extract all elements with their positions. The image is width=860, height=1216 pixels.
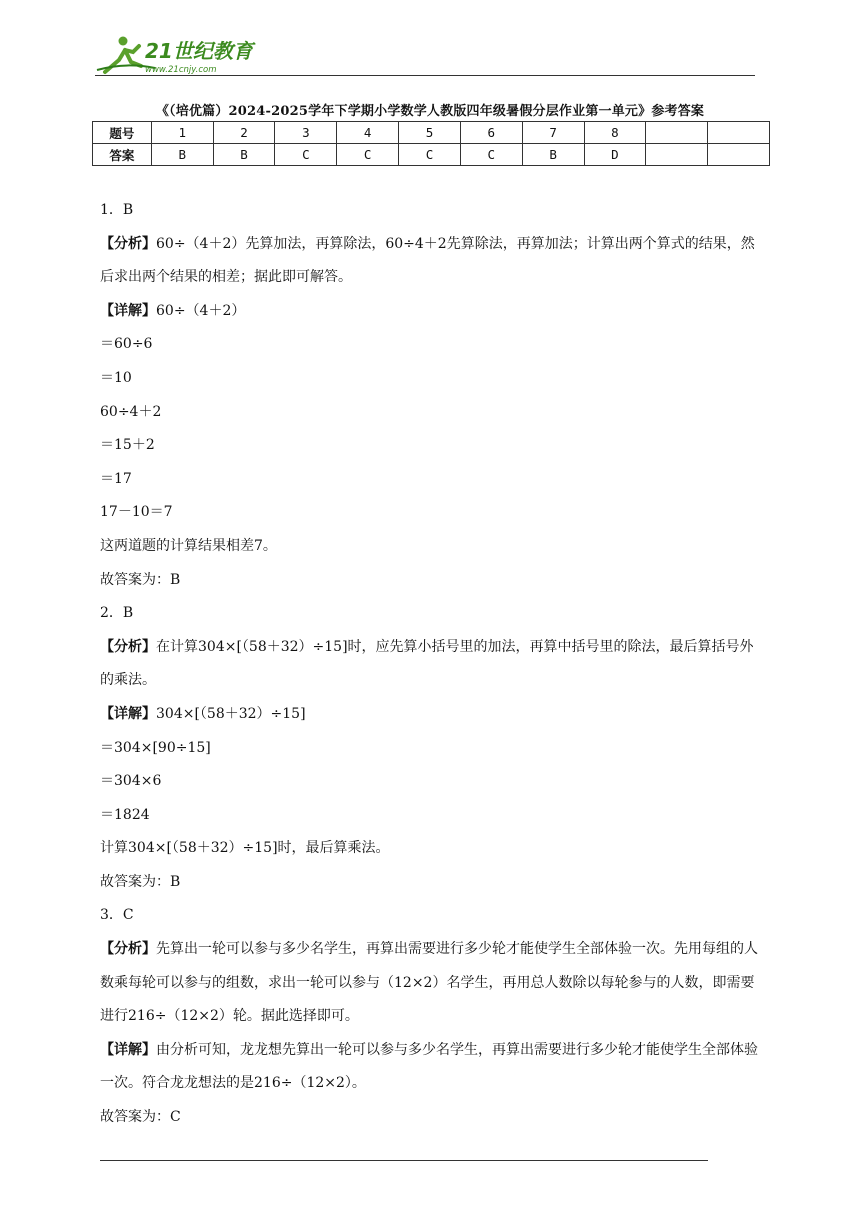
table-cell: D bbox=[584, 144, 646, 166]
analysis-text: 在计算304×[（58＋32）÷15]时，应先算小括号里的加法，再算中括号里的除法，最后算括号外的乘法。 bbox=[100, 638, 754, 689]
detail-line: ＝15＋2 bbox=[100, 437, 155, 454]
detail-text: 由分析可知，龙龙想先算出一轮可以参与多少名学生，再算出需要进行多少轮才能使学生全部体验一次。符合龙龙想法的是216÷（12×2）。 bbox=[100, 1041, 758, 1092]
header-divider bbox=[95, 75, 755, 76]
answer-table-row-numbers bbox=[93, 122, 770, 144]
table-cell: 3 bbox=[275, 122, 337, 144]
table-cell: 4 bbox=[337, 122, 399, 144]
detail-line: 304×[（58＋32）÷15] bbox=[156, 705, 306, 722]
logo-21cnjy bbox=[95, 32, 265, 76]
table-cell: 6 bbox=[460, 122, 522, 144]
detail-line: ＝17 bbox=[100, 470, 132, 487]
detail-line: ＝304×6 bbox=[100, 773, 162, 790]
analysis-tag: 【分析】 bbox=[100, 235, 156, 252]
document-title: 《（培优篇）2024-2025学年下学期小学数学人教版四年级暑假分层作业第一单元》参考答案 bbox=[155, 104, 705, 119]
table-cell: 1 bbox=[151, 122, 213, 144]
analysis-tag: 【分析】 bbox=[100, 638, 156, 655]
analysis-text: 先算出一轮可以参与多少名学生，再算出需要进行多少轮才能使学生全部体验一次。先用每组的人数乘每轮可以参与的组数，求出一轮可以参与（12×2）名学生，再用总人数除以每轮参与的人数，即需要进行216÷（12×2）轮。据此选择即可。 bbox=[100, 941, 758, 1025]
detail-line: ＝10 bbox=[100, 369, 132, 386]
table-cell: B bbox=[522, 144, 584, 166]
analysis-text: 60÷（4＋2）先算加法，再算除法，60÷4＋2先算除法，再算加法；计算出两个算式的结果，然后求出两个结果的相差；据此即可解答。 bbox=[100, 235, 755, 286]
solution-3-detail bbox=[100, 1034, 765, 1101]
solution-1-analysis bbox=[100, 228, 765, 295]
detail-tag: 【详解】 bbox=[100, 1041, 156, 1058]
detail-tag: 【详解】 bbox=[100, 302, 156, 319]
table-cell: C bbox=[337, 144, 399, 166]
row-label-answer: 答案 bbox=[93, 144, 152, 166]
detail-line: ＝1824 bbox=[100, 806, 150, 823]
solutions bbox=[100, 194, 765, 1135]
solution-1-detail bbox=[100, 295, 765, 329]
solution-2-detail bbox=[100, 698, 765, 732]
solution-2-analysis bbox=[100, 631, 765, 698]
table-cell: B bbox=[151, 144, 213, 166]
detail-line: 60÷4＋2 bbox=[100, 403, 162, 420]
table-cell: 2 bbox=[213, 122, 275, 144]
solution-1-heading: 1．B bbox=[100, 202, 134, 218]
table-cell: C bbox=[460, 144, 522, 166]
detail-line: ＝60÷6 bbox=[100, 336, 153, 353]
table-cell: B bbox=[213, 144, 275, 166]
solution-2-heading: 2．B bbox=[100, 605, 134, 622]
footer-divider bbox=[100, 1160, 708, 1161]
solution-2-answer: 故答案为：B bbox=[100, 873, 181, 890]
svg-text:21世纪教育: 21世纪教育 bbox=[145, 39, 253, 63]
table-cell bbox=[708, 122, 770, 144]
detail-tag: 【详解】 bbox=[100, 705, 156, 722]
answer-table-row-answers bbox=[93, 144, 770, 166]
table-cell: C bbox=[399, 144, 461, 166]
detail-line: 60÷（4＋2） bbox=[156, 302, 246, 319]
table-cell: 8 bbox=[584, 122, 646, 144]
detail-line: 计算304×[（58＋32）÷15]时，最后算乘法。 bbox=[100, 840, 390, 857]
table-cell bbox=[708, 144, 770, 166]
svg-text:www.21cnjy.com: www.21cnjy.com bbox=[145, 65, 217, 75]
detail-line: ＝304×[90÷15] bbox=[100, 739, 211, 756]
solution-3-heading: 3．C bbox=[100, 907, 134, 924]
detail-line: 这两道题的计算结果相差7。 bbox=[100, 537, 277, 554]
analysis-tag: 【分析】 bbox=[100, 941, 156, 958]
table-cell bbox=[646, 144, 708, 166]
table-cell bbox=[646, 122, 708, 144]
table-cell: 5 bbox=[399, 122, 461, 144]
table-cell: C bbox=[275, 144, 337, 166]
detail-line: 17－10＝7 bbox=[100, 504, 173, 521]
solution-3-analysis bbox=[100, 933, 765, 1034]
row-label-number: 题号 bbox=[93, 122, 152, 144]
answer-table bbox=[92, 121, 770, 166]
table-cell: 7 bbox=[522, 122, 584, 144]
page-header bbox=[95, 32, 755, 78]
solution-1-answer: 故答案为：B bbox=[100, 571, 181, 588]
solution-3-answer: 故答案为：C bbox=[100, 1109, 181, 1126]
